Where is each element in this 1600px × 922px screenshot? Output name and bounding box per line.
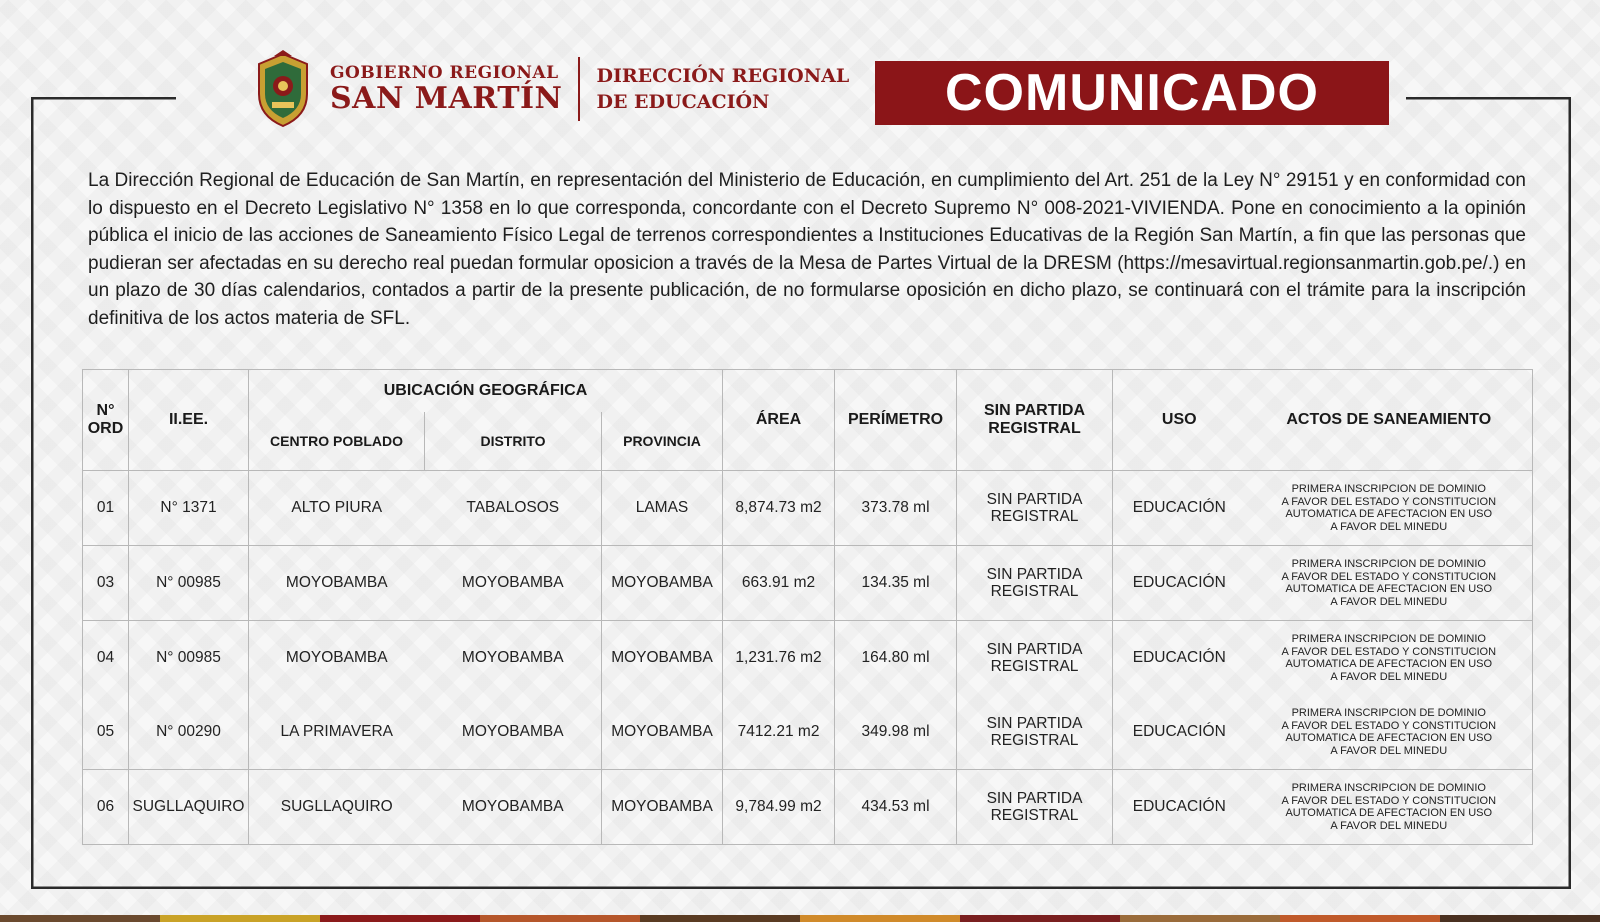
cell-area: 9,784.99 m2 (723, 770, 835, 845)
cell-sin-partida (957, 546, 1113, 621)
header-sin-partida (957, 370, 1113, 471)
header-sin-partida-line2: REGISTRAL (988, 420, 1081, 437)
table-row (83, 546, 1533, 621)
strip-segment (800, 915, 960, 922)
cell-actos-line1: PRIMERA INSCRIPCION DE DOMINIO (1291, 782, 1486, 794)
header-distrito: DISTRITO (425, 412, 602, 471)
cell-sin-partida (957, 695, 1113, 770)
header-logos (252, 50, 849, 128)
cell-sin-partida-line1: SIN PARTIDA (986, 641, 1083, 658)
cell-provincia: MOYOBAMBA (602, 546, 723, 621)
cell-provincia: MOYOBAMBA (602, 621, 723, 696)
cell-sin-partida-line1: SIN PARTIDA (986, 491, 1083, 508)
cell-provincia: MOYOBAMBA (602, 770, 723, 845)
strip-segment (0, 915, 160, 922)
cell-actos-line4: A FAVOR DEL MINEDU (1330, 819, 1448, 832)
header-n-ord (83, 370, 129, 471)
cell-actos-line4: A FAVOR DEL MINEDU (1330, 670, 1448, 683)
table-row (83, 695, 1533, 770)
cell-area: 8,874.73 m2 (723, 471, 835, 546)
header-n-ord-line1: N° (96, 402, 115, 419)
cell-actos (1246, 471, 1533, 546)
cell-ord: 06 (83, 770, 129, 845)
gobierno-line1: GOBIERNO REGIONAL (330, 63, 559, 83)
table-header-row (83, 370, 1533, 413)
direccion-regional-logo (596, 63, 849, 115)
cell-actos-line4: A FAVOR DEL MINEDU (1330, 744, 1448, 757)
direccion-line1: DIRECCIÓN REGIONAL (596, 65, 850, 87)
header-n-ord-line2: ORD (87, 420, 124, 437)
comunicado-banner: COMUNICADO (875, 61, 1389, 125)
cell-perimetro: 349.98 ml (835, 695, 957, 770)
cell-distrito: MOYOBAMBA (425, 770, 602, 845)
strip-segment (480, 915, 640, 922)
cell-sin-partida-line1: SIN PARTIDA (986, 790, 1083, 807)
saneamiento-table (82, 369, 1533, 845)
cell-sin-partida (957, 471, 1113, 546)
cell-sin-partida-line1: SIN PARTIDA (986, 715, 1083, 732)
cell-distrito: TABALOSOS (425, 471, 602, 546)
table-row (83, 471, 1533, 546)
cell-centro-poblado: ALTO PIURA (249, 471, 425, 546)
cell-actos (1246, 621, 1533, 696)
bottom-color-strip (0, 915, 1600, 922)
cell-uso: EDUCACIÓN (1113, 770, 1246, 845)
strip-segment (960, 915, 1120, 922)
cell-distrito: MOYOBAMBA (425, 546, 602, 621)
cell-actos-line3: AUTOMATICA DE AFECTACION EN USO (1285, 658, 1493, 670)
strip-segment (1440, 915, 1600, 922)
cell-uso: EDUCACIÓN (1113, 546, 1246, 621)
cell-ord: 05 (83, 695, 129, 770)
cell-distrito: MOYOBAMBA (425, 621, 602, 696)
cell-sin-partida-line2: REGISTRAL (990, 658, 1079, 675)
cell-provincia: LAMAS (602, 471, 723, 546)
cell-actos-line1: PRIMERA INSCRIPCION DE DOMINIO (1291, 633, 1486, 645)
cell-uso: EDUCACIÓN (1113, 471, 1246, 546)
cell-ord: 04 (83, 621, 129, 696)
header-perimetro: PERÍMETRO (835, 370, 957, 471)
cell-ord: 03 (83, 546, 129, 621)
cell-actos-line4: A FAVOR DEL MINEDU (1330, 595, 1448, 608)
cell-iiee: SUGLLAQUIRO (129, 770, 249, 845)
cell-iiee: N° 00290 (129, 695, 249, 770)
cell-iiee: N° 1371 (129, 471, 249, 546)
cell-iiee: N° 00985 (129, 546, 249, 621)
cell-perimetro: 434.53 ml (835, 770, 957, 845)
cell-centro-poblado: LA PRIMAVERA (249, 695, 425, 770)
cell-perimetro: 134.35 ml (835, 546, 957, 621)
header-sin-partida-line1: SIN PARTIDA (983, 402, 1086, 419)
cell-actos-line4: A FAVOR DEL MINEDU (1330, 520, 1448, 533)
header-actos: ACTOS DE SANEAMIENTO (1246, 370, 1533, 471)
cell-actos (1246, 770, 1533, 845)
cell-distrito: MOYOBAMBA (425, 695, 602, 770)
cell-actos-line3: AUTOMATICA DE AFECTACION EN USO (1285, 508, 1493, 520)
cell-centro-poblado: SUGLLAQUIRO (249, 770, 425, 845)
cell-iiee: N° 00985 (129, 621, 249, 696)
cell-actos-line1: PRIMERA INSCRIPCION DE DOMINIO (1291, 707, 1486, 719)
cell-centro-poblado: MOYOBAMBA (249, 546, 425, 621)
cell-actos-line2: A FAVOR DEL ESTADO Y CONSTITUCION (1281, 495, 1497, 508)
strip-segment (640, 915, 800, 922)
cell-centro-poblado: MOYOBAMBA (249, 621, 425, 696)
header-uso: USO (1113, 370, 1246, 471)
strip-segment (1280, 915, 1440, 922)
direccion-line2: DE EDUCACIÓN (596, 91, 770, 113)
cell-actos (1246, 695, 1533, 770)
header-iiee: II.EE. (129, 370, 249, 471)
cell-sin-partida-line2: REGISTRAL (990, 508, 1079, 525)
cell-perimetro: 164.80 ml (835, 621, 957, 696)
cell-sin-partida (957, 770, 1113, 845)
cell-actos-line2: A FAVOR DEL ESTADO Y CONSTITUCION (1281, 719, 1497, 732)
cell-uso: EDUCACIÓN (1113, 695, 1246, 770)
gobierno-regional-logo (330, 63, 562, 115)
cell-sin-partida-line2: REGISTRAL (990, 732, 1079, 749)
cell-actos-line2: A FAVOR DEL ESTADO Y CONSTITUCION (1281, 794, 1497, 807)
cell-actos-line2: A FAVOR DEL ESTADO Y CONSTITUCION (1281, 570, 1497, 583)
cell-area: 7412.21 m2 (723, 695, 835, 770)
header-ubicacion: UBICACIÓN GEOGRÁFICA (249, 370, 723, 413)
cell-sin-partida-line1: SIN PARTIDA (986, 566, 1083, 583)
cell-sin-partida (957, 621, 1113, 696)
cell-actos-line1: PRIMERA INSCRIPCION DE DOMINIO (1291, 483, 1486, 495)
logo-divider (578, 57, 580, 121)
cell-area: 1,231.76 m2 (723, 621, 835, 696)
header-area: ÁREA (723, 370, 835, 471)
header-provincia: PROVINCIA (602, 412, 723, 471)
strip-segment (1120, 915, 1280, 922)
cell-uso: EDUCACIÓN (1113, 621, 1246, 696)
cell-actos-line3: AUTOMATICA DE AFECTACION EN USO (1285, 732, 1493, 744)
cell-provincia: MOYOBAMBA (602, 695, 723, 770)
table-row (83, 621, 1533, 696)
intro-paragraph: La Dirección Regional de Educación de San Martín, en representación del Ministerio de Educación, en cumplimiento del Art. 251 de la Ley N° 29151 y en conformidad con lo dispuesto en el Decreto Legislativo N° 1358 en lo que corresponda, concordante con el Decreto Supremo N° 008-2021-VIVIENDA. Pone en conocimiento a la opinión pública el inicio de las acciones de Saneamiento Físico Legal de terrenos correspondientes a Instituciones Educativas de la Región San Martín, a fin que las personas que pudieran ser afectadas en su derecho real puedan formular oposicion a través de la Mesa de Partes Virtual de la DRESM (https://mesavirtual.regionsanmartin.gob.pe/.) en un plazo de 30 días calendarios, contados a partir de la presente publicación, de no formularse oposición en dicho plazo, se continuará con el trámite para la inscripción definitiva de los actos materia de SFL. (88, 170, 1526, 329)
table-row (83, 770, 1533, 845)
cell-perimetro: 373.78 ml (835, 471, 957, 546)
strip-segment (160, 915, 320, 922)
cell-actos (1246, 546, 1533, 621)
cell-actos-line1: PRIMERA INSCRIPCION DE DOMINIO (1291, 558, 1486, 570)
regional-crest-icon (252, 50, 314, 128)
cell-sin-partida-line2: REGISTRAL (990, 583, 1079, 600)
cell-actos-line3: AUTOMATICA DE AFECTACION EN USO (1285, 583, 1493, 595)
cell-ord: 01 (83, 471, 129, 546)
cell-actos-line3: AUTOMATICA DE AFECTACION EN USO (1285, 807, 1493, 819)
cell-actos-line2: A FAVOR DEL ESTADO Y CONSTITUCION (1281, 645, 1497, 658)
gobierno-line2: SAN MARTÍN (330, 81, 563, 116)
strip-segment (320, 915, 480, 922)
header-centro-poblado: CENTRO POBLADO (249, 412, 425, 471)
cell-sin-partida-line2: REGISTRAL (990, 807, 1079, 824)
cell-area: 663.91 m2 (723, 546, 835, 621)
